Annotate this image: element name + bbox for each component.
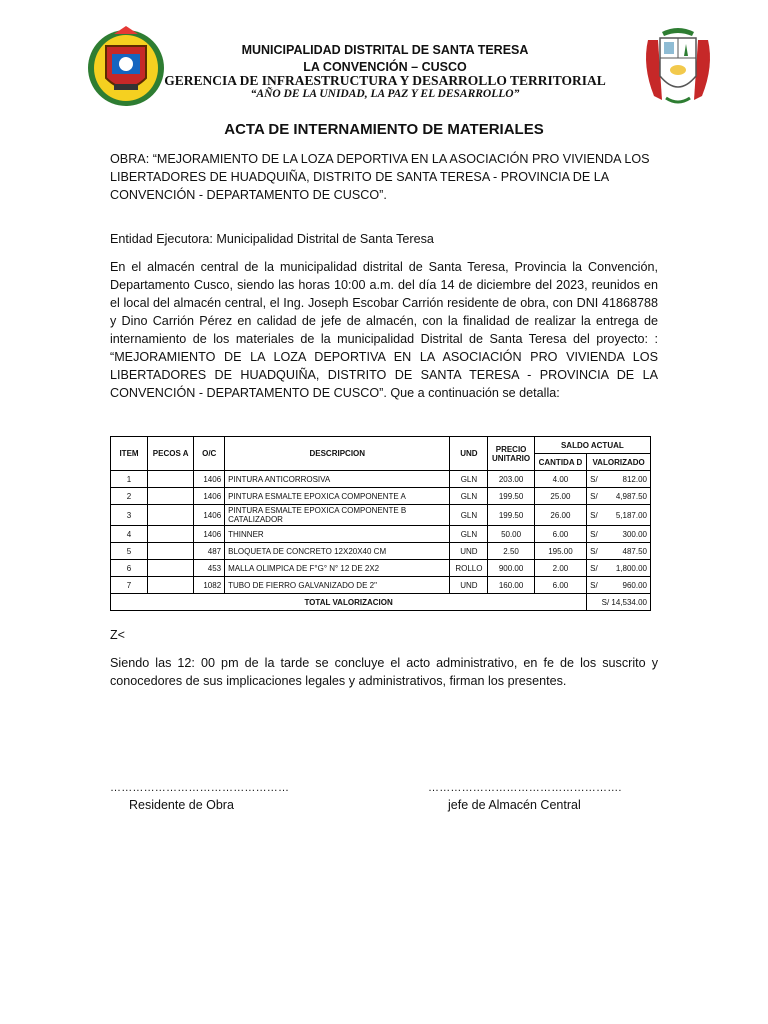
- cell-item: 2: [111, 488, 148, 505]
- cell-item: 3: [111, 505, 148, 526]
- cell-und: GLN: [450, 526, 488, 543]
- cell-cant: 6.00: [534, 526, 586, 543]
- cell-desc: BLOQUETA DE CONCRETO 12X20X40 CM: [225, 543, 450, 560]
- cell-pecosa: [148, 560, 194, 577]
- valorizado-amount: 1,800.00: [615, 563, 647, 573]
- body-paragraph: En el almacén central de la municipalidad distrital de Santa Teresa, Provincia la Convención, Departamento Cusco, siendo las horas 10:00 a.m. del día 14 de diciembre del 2023, reunidos en el local del almacén central, el Ing. Joseph Escobar Carrión residente de obra, con DNI 41868788 y Dino Carrión Pérez en calidad de jefe de almacén, con la finalidad de realizar la entrega de internamiento de los materiales de la municipalidad Distrital de Santa Teresa del proyecto: : “MEJORAMIENTO DE LA LOZA DEPORTIVA EN LA ASOCIACIÓN PRO VIVIENDA LOS LIBERTADORES DE HUADQUIÑA, DISTRITO DE SANTA TERESA - PROVINCIA DE LA CONVENCIÓN - DEPARTAMENTO DE CUSCO”. Que a continuación se detalla:: [110, 260, 658, 400]
- cell-precio: 50.00: [488, 526, 534, 543]
- cell-item: 6: [111, 560, 148, 577]
- cell-und: UND: [450, 543, 488, 560]
- cell-pecosa: [148, 471, 194, 488]
- cell-valorizado: [587, 543, 651, 560]
- table-row: [111, 488, 651, 505]
- cell-cant: 6.00: [534, 577, 586, 594]
- header-valorizado: VALORIZADO: [587, 454, 651, 471]
- left-signature-line: …………………………………………: [110, 782, 290, 794]
- cell-und: GLN: [450, 505, 488, 526]
- header-department: GERENCIA DE INFRAESTRUCTURA Y DESARROLLO TERRITORIAL: [164, 73, 606, 88]
- cell-cant: 25.00: [534, 488, 586, 505]
- cell-valorizado: [587, 526, 651, 543]
- valorizado-amount: 4,987.50: [615, 491, 647, 501]
- cell-oc: 1406: [194, 488, 225, 505]
- entidad-ejecutora: Entidad Ejecutora: Municipalidad Distrital de Santa Teresa: [110, 232, 434, 246]
- cell-item: 7: [111, 577, 148, 594]
- cell-oc: 453: [194, 560, 225, 577]
- closing-paragraph: Siendo las 12: 00 pm de la tarde se concluye el acto administrativo, en fe de los suscrito y conocedores de sus implicaciones legales y administrativos, firman los presentes.: [110, 656, 658, 688]
- header-pecosa: PECOS A: [148, 437, 194, 471]
- header-oc: O/C: [194, 437, 225, 471]
- cell-precio: 2.50: [488, 543, 534, 560]
- currency-symbol: S/: [590, 529, 598, 539]
- currency-symbol: S/: [590, 546, 598, 556]
- cell-cant: 195.00: [534, 543, 586, 560]
- total-row: [111, 594, 651, 611]
- table-row: [111, 577, 651, 594]
- right-signature-label: jefe de Almacén Central: [448, 798, 581, 812]
- valorizado-amount: 487.50: [622, 546, 647, 556]
- cell-cant: 4.00: [534, 471, 586, 488]
- cell-oc: 487: [194, 543, 225, 560]
- total-label: TOTAL VALORIZACION: [111, 594, 587, 611]
- cell-oc: 1406: [194, 471, 225, 488]
- table-row: [111, 560, 651, 577]
- valorizado-amount: 812.00: [622, 474, 647, 484]
- cell-desc: PINTURA ESMALTE EPOXICA COMPONENTE B CATALIZADOR: [225, 505, 450, 526]
- header-precio: PRECIO UNITARIO: [488, 437, 534, 471]
- header-location: LA CONVENCIÓN – CUSCO: [303, 60, 467, 74]
- table-row: [111, 543, 651, 560]
- cell-desc: PINTURA ESMALTE EPOXICA COMPONENTE A: [225, 488, 450, 505]
- header-cantidad: CANTIDA D: [534, 454, 586, 471]
- table-row: [111, 526, 651, 543]
- document-title: ACTA DE INTERNAMIENTO DE MATERIALES: [224, 121, 544, 138]
- cell-desc: THINNER: [225, 526, 450, 543]
- cell-precio: 199.50: [488, 505, 534, 526]
- cell-oc: 1406: [194, 505, 225, 526]
- cell-precio: 160.00: [488, 577, 534, 594]
- header-descripcion: DESCRIPCION: [225, 437, 450, 471]
- currency-symbol: S/: [590, 474, 598, 484]
- cell-oc: 1406: [194, 526, 225, 543]
- cell-desc: PINTURA ANTICORROSIVA: [225, 471, 450, 488]
- header-saldo-actual: SALDO ACTUAL: [534, 437, 650, 454]
- valorizado-amount: 5,187.00: [615, 510, 647, 520]
- currency-symbol: S/: [590, 580, 598, 590]
- cell-cant: 2.00: [534, 560, 586, 577]
- cell-valorizado: [587, 560, 651, 577]
- cell-und: ROLLO: [450, 560, 488, 577]
- valorizado-amount: 300.00: [622, 529, 647, 539]
- cell-pecosa: [148, 505, 194, 526]
- cell-item: 1: [111, 471, 148, 488]
- cell-cant: 26.00: [534, 505, 586, 526]
- currency-symbol: S/: [590, 491, 598, 501]
- header-municipality-name: MUNICIPALIDAD DISTRITAL DE SANTA TERESA: [241, 43, 529, 57]
- cell-pecosa: [148, 543, 194, 560]
- header-item: ITEM: [111, 437, 148, 471]
- table-row: [111, 471, 651, 488]
- cell-oc: 1082: [194, 577, 225, 594]
- stray-text: Z<: [110, 628, 125, 642]
- cell-valorizado: [587, 505, 651, 526]
- currency-symbol: S/: [590, 510, 598, 520]
- cell-precio: 900.00: [488, 560, 534, 577]
- table-row: [111, 505, 651, 526]
- cell-precio: 203.00: [488, 471, 534, 488]
- cell-item: 4: [111, 526, 148, 543]
- cell-valorizado: [587, 488, 651, 505]
- obra-paragraph: OBRA: “MEJORAMIENTO DE LA LOZA DEPORTIVA EN LA ASOCIACIÓN PRO VIVIENDA LOS LIBERTADORES DE HUADQUIÑA, DISTRITO DE SANTA TERESA - PROVINCIA DE LA CONVENCIÓN - DEPARTAMENTO DE CUSCO”.: [110, 152, 650, 202]
- currency-symbol: S/: [590, 563, 598, 573]
- cell-pecosa: [148, 577, 194, 594]
- right-signature-line: …………………………………………….: [428, 782, 622, 794]
- cell-desc: TUBO DE FIERRO GALVANIZADO DE 2": [225, 577, 450, 594]
- cell-desc: MALLA OLIMPICA DE F°G° N° 12 DE 2X2: [225, 560, 450, 577]
- materials-table: [110, 436, 651, 611]
- left-signature-label: Residente de Obra: [129, 798, 234, 812]
- cell-und: GLN: [450, 488, 488, 505]
- cell-valorizado: [587, 577, 651, 594]
- peru-coat-of-arms-logo: [640, 26, 716, 110]
- table-header-row: [111, 437, 651, 454]
- valorizado-amount: 960.00: [622, 580, 647, 590]
- cell-pecosa: [148, 488, 194, 505]
- header-year-motto: “AÑO DE LA UNIDAD, LA PAZ Y EL DESARROLLO”: [250, 88, 520, 100]
- cell-pecosa: [148, 526, 194, 543]
- cell-und: UND: [450, 577, 488, 594]
- cell-precio: 199.50: [488, 488, 534, 505]
- total-value: S/ 14,534.00: [587, 594, 651, 611]
- cell-valorizado: [587, 471, 651, 488]
- cell-und: GLN: [450, 471, 488, 488]
- cell-item: 5: [111, 543, 148, 560]
- header-und: UND: [450, 437, 488, 471]
